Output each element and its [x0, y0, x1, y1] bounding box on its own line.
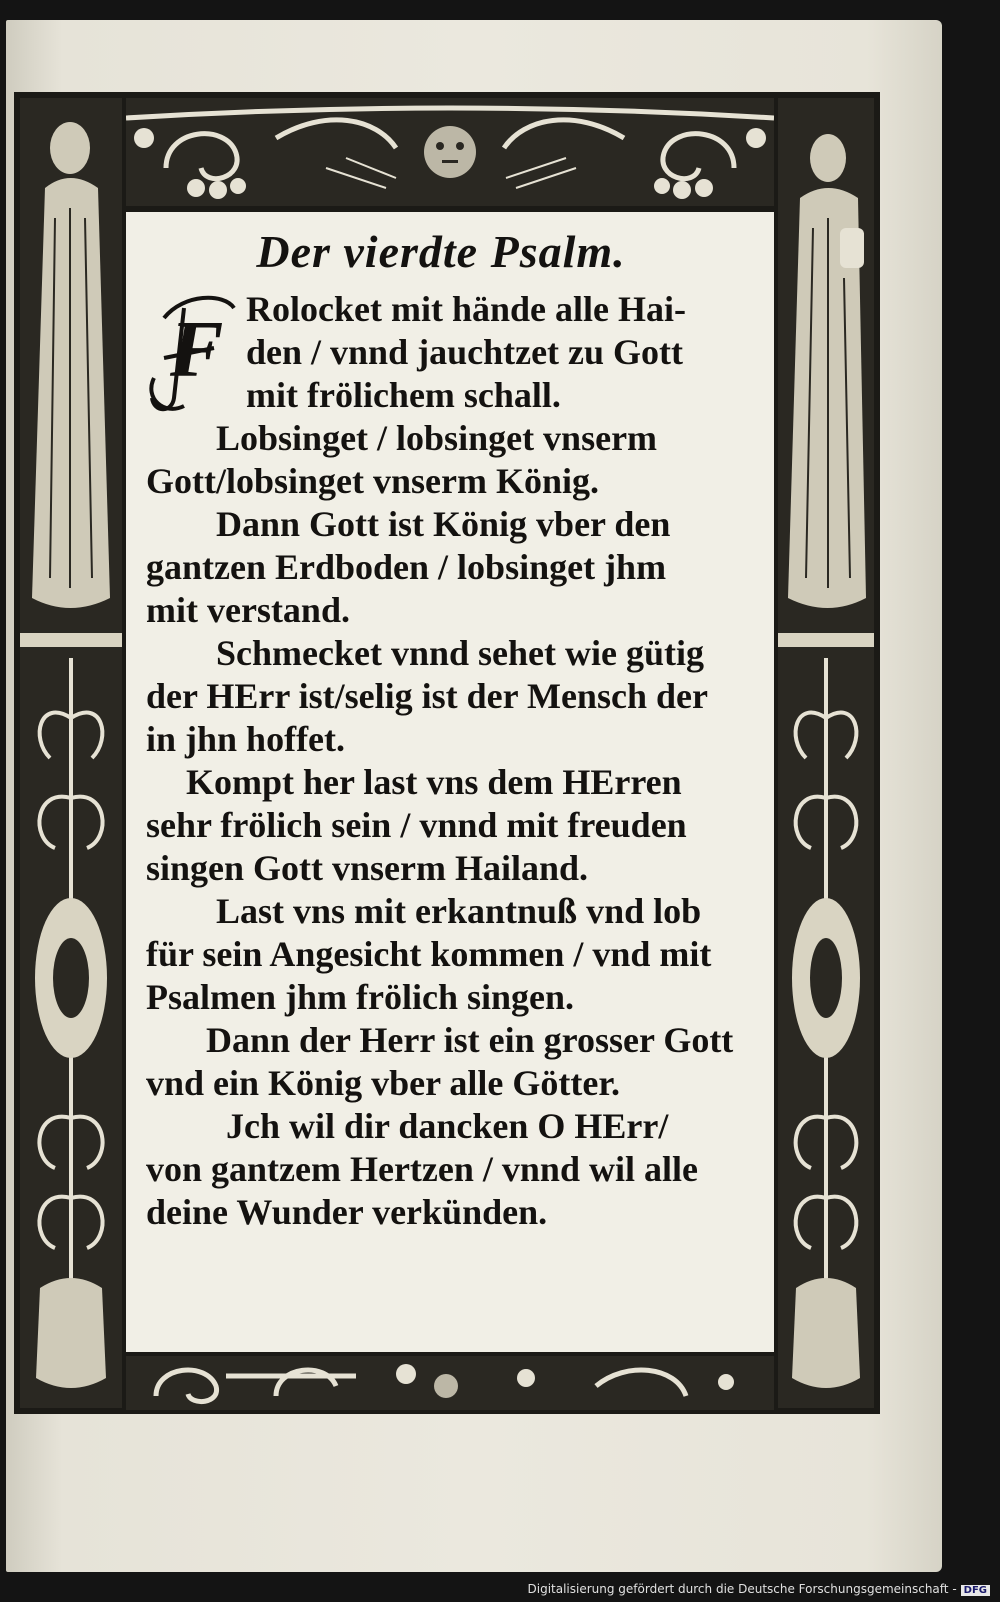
verse-line: mit verstand.	[146, 590, 350, 630]
verse-line: Lobsinget / lobsinget vnserm	[216, 418, 658, 458]
verse-6	[146, 890, 766, 1019]
verse-line: den / vnnd jauchtzet zu Gott	[246, 332, 684, 372]
verse-line: Jch wil dir dancken O HErr/	[226, 1106, 669, 1146]
page-title: Der vierdte Psalm.	[256, 226, 626, 277]
book-page	[6, 20, 942, 1572]
verse-3	[146, 503, 766, 632]
verse-line: gantzen Erdboden / lobsinget jhm	[146, 547, 667, 587]
verse-line: Dann der Herr ist ein grosser Gott	[206, 1020, 734, 1060]
verse-line: vnd ein König vber alle Götter.	[146, 1063, 621, 1103]
verse-line: sehr frölich sein / vnnd mit freuden	[146, 805, 687, 845]
verse-line: Schmecket vnnd sehet wie gütig	[216, 633, 704, 673]
dropcap-letter: F	[170, 306, 224, 394]
verse-line: der HErr ist/selig ist der Mensch der	[146, 676, 708, 716]
verse-line: Gott/lobsinget vnserm König.	[146, 461, 600, 501]
verse-line: Psalmen jhm frölich singen.	[146, 977, 574, 1017]
psalm-text	[146, 225, 766, 1234]
top-border-ornament-icon	[126, 98, 774, 206]
verse-5	[146, 761, 766, 890]
verse-line: deine Wunder verkünden.	[146, 1192, 548, 1232]
verse-2	[146, 417, 766, 503]
verse-line: Kompt her last vns dem HErren	[186, 762, 682, 802]
verse-line: Rolocket mit hände alle Hai-	[246, 289, 686, 329]
bottom-border-ornament-icon	[126, 1356, 774, 1410]
verse-line: singen Gott vnserm Hailand.	[146, 848, 589, 888]
credit-text: Digitalisierung gefördert durch die Deutsche Forschungsgemeinschaft -	[527, 1582, 957, 1596]
left-border-figure-icon	[20, 98, 122, 1408]
dfg-logo-icon: DFG	[961, 1585, 990, 1596]
digitization-credit	[528, 1582, 991, 1596]
verse-7	[146, 1019, 766, 1105]
verse-line: Dann Gott ist König vber den	[216, 504, 671, 544]
verse-8	[146, 1105, 766, 1234]
verse-line: von gantzem Hertzen / vnnd wil alle	[146, 1149, 698, 1189]
right-border-figure-icon	[778, 98, 874, 1408]
verse-line: für sein Angesicht kommen / vnd mit	[146, 934, 712, 974]
verse-4	[146, 632, 766, 761]
verse-1	[146, 288, 766, 417]
verse-line: Last vns mit erkantnuß vnd lob	[216, 891, 702, 931]
verse-line: in jhn hoffet.	[146, 719, 346, 759]
verse-line: mit frölichem schall.	[246, 375, 561, 415]
